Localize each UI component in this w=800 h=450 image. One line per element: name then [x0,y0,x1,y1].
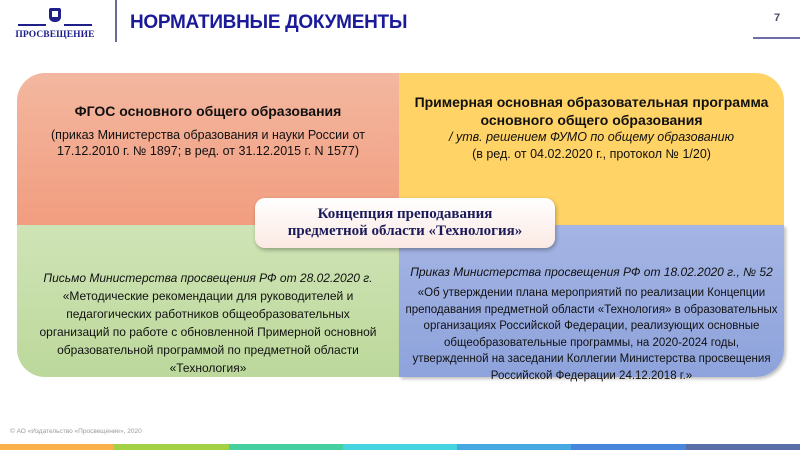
publisher-logo [14,8,96,48]
logo-line-right [64,24,92,26]
quadrant-text: «Методические рекомендации для руководителей и педагогических работников общеобразовательных организаций по работе с обновленной Примерной основной образовательной программой по предметной области «Технология» [39,289,377,375]
stripe-segment [457,444,571,450]
stripe-segment [571,444,685,450]
quadrant-heading: ФГОС основного общего образования [74,103,342,119]
quadrant-text: «Об утверждении плана мероприятий по реализации Концепции преподавания предметной области «Технология» в образовательных организациях Российской Федерации, реализующих основные общеобразовательные программы, на 2020-2024 годы, утвержденной на заседании Коллегии Министерства просвещения Российской Федерации 24.12.2018 г.» [405,287,778,382]
logo-emblem-icon [49,8,61,22]
page-number-underline [753,37,800,39]
header-divider [115,0,117,42]
concept-center-box [255,198,555,248]
copyright-footer: © АО «Издательство «Просвещение», 2020 [10,428,142,435]
quadrant-italic: Письмо Министерства просвещения РФ от 28.02.2020 г. [43,271,373,285]
logo-text: ПРОСВЕЩЕНИЕ [15,30,95,40]
page-title: НОРМАТИВНЫЕ ДОКУМЕНТЫ [130,12,408,33]
stripe-segment [229,444,343,450]
page-number: 7 [774,12,781,24]
quadrant-italic: / утв. решением ФУМО по общему образованию [449,130,734,144]
quadrant-heading: Примерная основная образовательная программа основного общего образования [414,94,769,128]
quadrant-italic: Приказ Министерства просвещения РФ от 18.02.2020 г., № 52 [410,265,773,279]
color-stripe-bar [0,444,800,450]
stripe-segment [686,444,800,450]
quadrant-text: (приказ Министерства образования и науки России от 17.12.2010 г. № 1897; в ред. от 31.12.2015 г. N 1577) [51,128,365,158]
center-line-1: Концепция преподавания [317,206,493,222]
stripe-segment [0,444,114,450]
stripe-segment [343,444,457,450]
quadrant-text: (в ред. от 04.02.2020 г., протокол № 1/20) [472,147,711,161]
logo-line-left [18,24,46,26]
stripe-segment [114,444,228,450]
center-line-2: предметной области «Технология» [287,223,523,239]
